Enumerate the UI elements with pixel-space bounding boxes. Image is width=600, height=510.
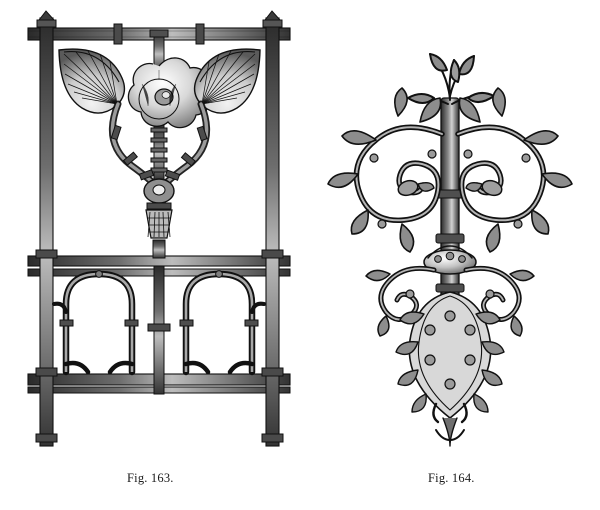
figure-164-drawing <box>312 38 588 462</box>
left-upper-volute <box>328 88 442 252</box>
figure-163-illustration <box>14 4 304 459</box>
lower-leaf-cluster <box>396 292 504 422</box>
figure-163-drawing <box>14 4 304 459</box>
figure-164-illustration <box>312 38 588 462</box>
figure-164-caption: Fig. 164. <box>428 471 475 485</box>
figure-163-caption: Fig. 163. <box>127 471 174 485</box>
top-leaf-spray <box>408 54 494 104</box>
central-knot <box>144 179 174 258</box>
tail-tip <box>436 418 464 446</box>
right-upper-volute <box>458 88 572 252</box>
